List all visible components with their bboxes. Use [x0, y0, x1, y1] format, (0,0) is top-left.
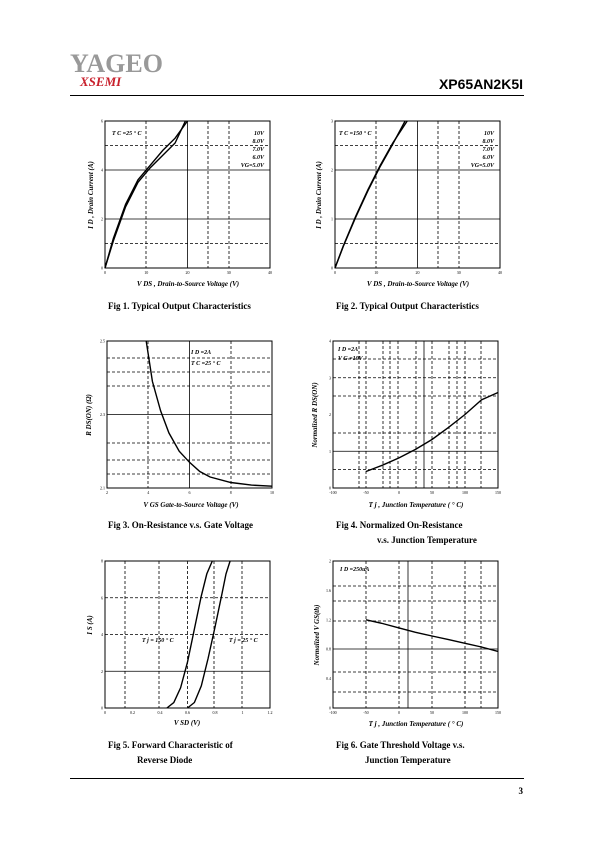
- fig2-ylabel: I D , Drain Current (A): [315, 161, 323, 229]
- fig1-legend-item: 10V: [253, 131, 264, 137]
- fig3-xlabel: V GS Gate-to-Source Voltage (V): [143, 501, 239, 509]
- page-number: 3: [518, 786, 523, 796]
- fig6-ytick: 0.4: [326, 676, 331, 682]
- fig4-ytick: 0: [329, 485, 331, 491]
- fig4-xtick: 100: [462, 490, 468, 495]
- fig2-ytick: 2: [331, 167, 333, 173]
- fig2-xtick: 30: [456, 270, 461, 275]
- fig1-legend: [241, 131, 265, 169]
- fig4-caption-line1: Fig 4. Normalized On-Resistance: [336, 520, 463, 530]
- fig6-xtick: -50: [363, 710, 369, 715]
- fig1-legend-item: 6.0V: [252, 155, 264, 161]
- fig6-xtick: 0: [398, 710, 400, 715]
- fig2-series-1: [335, 121, 405, 268]
- fig1-xtick: 40: [268, 270, 272, 275]
- fig5-xtick: 1: [241, 710, 244, 715]
- fig3-ytick: 2.1: [100, 485, 105, 491]
- fig4-condition-id: I D =2A: [338, 347, 359, 353]
- fig1-ytick: 2: [101, 216, 103, 222]
- fig2-xtick: 0: [334, 270, 336, 275]
- fig3-condition-tc: T C =25 ° C: [191, 361, 221, 367]
- fig6-ylabel: Normalized V GS(th): [313, 604, 321, 666]
- fig1-chart: [88, 115, 278, 295]
- fig3-ytick: 2.3: [100, 412, 105, 417]
- fig4-caption: [336, 518, 477, 548]
- fig3-xtick: 8: [229, 490, 232, 495]
- grid: [105, 561, 270, 708]
- brand-wordmark: YAGEO: [70, 49, 163, 78]
- fig2-legend-item: 10V: [483, 131, 494, 137]
- fig1-ylabel: I D , Drain Current (A): [87, 161, 95, 229]
- fig1-legend-item: 8.0V: [252, 139, 264, 145]
- fig2-chart: [316, 115, 506, 295]
- fig3-ytick: 2.5: [100, 338, 105, 344]
- fig3-condition-id: I D =2A: [191, 350, 212, 356]
- fig6-caption-line1: Fig 6. Gate Threshold Voltage v.s.: [336, 740, 465, 750]
- sub-brand-wordmark: XSEMI: [80, 74, 122, 89]
- fig1-ytick: 4: [101, 167, 103, 173]
- fig4-ytick: 1: [329, 448, 331, 454]
- fig1-ytick: 6: [101, 118, 103, 124]
- grid: [105, 121, 270, 268]
- fig1-xtick: 0: [104, 270, 106, 275]
- fig6-ytick: 2: [329, 558, 331, 564]
- fig1-xlabel: V DS , Drain-to-Source Voltage (V): [136, 280, 240, 288]
- fig4-xtick: -100: [329, 490, 337, 495]
- fig6-ytick: 0: [329, 705, 331, 711]
- fig4-caption-line2: v.s. Junction Temperature: [377, 535, 477, 545]
- yageo-logo: [70, 50, 180, 90]
- grid: [107, 341, 272, 488]
- footer-rule: [70, 778, 524, 779]
- fig3-xtick: 10: [270, 490, 274, 495]
- fig6-ytick: 0.8: [326, 646, 331, 652]
- fig5-ytick: 2: [101, 668, 103, 674]
- fig2-legend: [471, 131, 495, 169]
- plot-frame: [333, 341, 498, 488]
- fig4-condition-vg: V G =10V: [338, 356, 363, 362]
- fig2-xtick: 40: [498, 270, 502, 275]
- fig5-ytick: 8: [101, 558, 103, 564]
- fig5-ytick: 4: [101, 632, 103, 637]
- fig2-ytick: 1: [331, 216, 333, 222]
- fig2-ytick: 3: [331, 118, 333, 124]
- fig5-ytick: 6: [101, 595, 103, 601]
- fig3-xtick: 4: [147, 490, 150, 495]
- fig6-caption: [336, 738, 465, 768]
- fig5-caption: [108, 738, 233, 768]
- fig4-xtick: 0: [398, 490, 400, 495]
- fig2-xtick: 20: [415, 270, 420, 275]
- fig2-caption: Fig 2. Typical Output Characteristics: [336, 301, 479, 311]
- fig2-legend-item: 7.0V: [482, 147, 494, 153]
- fig5-ylabel: I S (A): [86, 615, 94, 635]
- fig1-xtick: 30: [226, 270, 231, 275]
- fig2-legend-item: 6.0V: [482, 155, 494, 161]
- grid: [335, 121, 500, 268]
- fig1-legend-item: VG=5.0V: [240, 163, 264, 169]
- fig6-caption-line2: Junction Temperature: [365, 755, 451, 765]
- fig5-xtick: 0.8: [212, 710, 218, 715]
- fig3-chart: [86, 335, 286, 515]
- fig5-xlabel: V SD (V): [173, 719, 201, 727]
- fig4-ytick: 4: [329, 338, 331, 344]
- grid: [333, 341, 498, 488]
- fig5-xtick: 1.2: [267, 710, 273, 715]
- fig4-xtick: -50: [363, 490, 369, 495]
- fig2-legend-item: VG=5.0V: [470, 163, 494, 169]
- fig6-ytick: 1.2: [326, 617, 331, 623]
- fig4-chart: [312, 335, 512, 515]
- fig3-xtick: 2: [106, 490, 108, 495]
- grid: [333, 561, 498, 708]
- fig6-xtick: 50: [430, 710, 434, 715]
- fig1-condition: T C =25 ° C: [112, 131, 142, 137]
- fig5-caption-line2: Reverse Diode: [137, 755, 193, 765]
- fig4-xlabel: T j , Junction Temperature ( ° C): [368, 501, 464, 509]
- fig4-ytick: 2: [329, 412, 331, 417]
- fig6-condition: I D =250uA: [340, 567, 370, 573]
- fig6-xtick: -100: [329, 710, 337, 715]
- fig2-series-0: [335, 121, 407, 268]
- fig5-label-25: T j = 25 ° C: [229, 638, 258, 644]
- fig6-chart: [312, 555, 512, 735]
- fig4-xtick: 150: [495, 490, 501, 495]
- fig6-xtick: 150: [495, 710, 501, 715]
- fig1-xtick: 20: [185, 270, 190, 275]
- fig5-ytick: 0: [101, 705, 103, 711]
- fig3-ylabel: R DS(ON) (Ω): [85, 394, 93, 436]
- fig1-ytick: 0: [101, 265, 103, 271]
- part-number: XP65AN2K5I: [438, 76, 523, 92]
- fig5-xtick: 0.2: [130, 710, 135, 715]
- fig6-ytick: 1.6: [326, 587, 331, 593]
- fig5-caption-line1: Fig 5. Forward Characteristic of: [108, 740, 233, 750]
- fig1-xtick: 10: [144, 270, 149, 275]
- fig2-legend-item: 8.0V: [482, 139, 494, 145]
- fig1-legend-item: 7.0V: [252, 147, 264, 153]
- fig3-xtick: 6: [188, 490, 191, 495]
- fig4-ytick: 3: [329, 375, 331, 381]
- fig1-series-1: [105, 121, 185, 268]
- fig3-caption: Fig 3. On-Resistance v.s. Gate Voltage: [108, 520, 253, 530]
- fig5-xtick: 0.4: [157, 710, 163, 715]
- fig6-xlabel: T j , Junction Temperature ( ° C): [368, 720, 464, 728]
- fig2-xtick: 10: [374, 270, 379, 275]
- fig5-xtick: 0: [104, 710, 106, 715]
- fig5-label-150: T j = 150 ° C: [142, 638, 174, 644]
- fig6-xtick: 100: [462, 710, 468, 715]
- fig5-chart: [84, 555, 284, 735]
- plot-frame: [333, 561, 498, 708]
- fig5-xtick: 0.6: [185, 710, 190, 715]
- fig2-ytick: 0: [331, 265, 333, 271]
- fig2-xlabel: V DS , Drain-to-Source Voltage (V): [366, 280, 470, 288]
- fig1-caption: Fig 1. Typical Output Characteristics: [108, 301, 251, 311]
- header-rule: [70, 95, 524, 96]
- fig2-condition: T C =150 ° C: [339, 131, 372, 137]
- fig4-ylabel: Normalized R DS(ON): [311, 382, 319, 448]
- fig4-xtick: 50: [430, 490, 434, 495]
